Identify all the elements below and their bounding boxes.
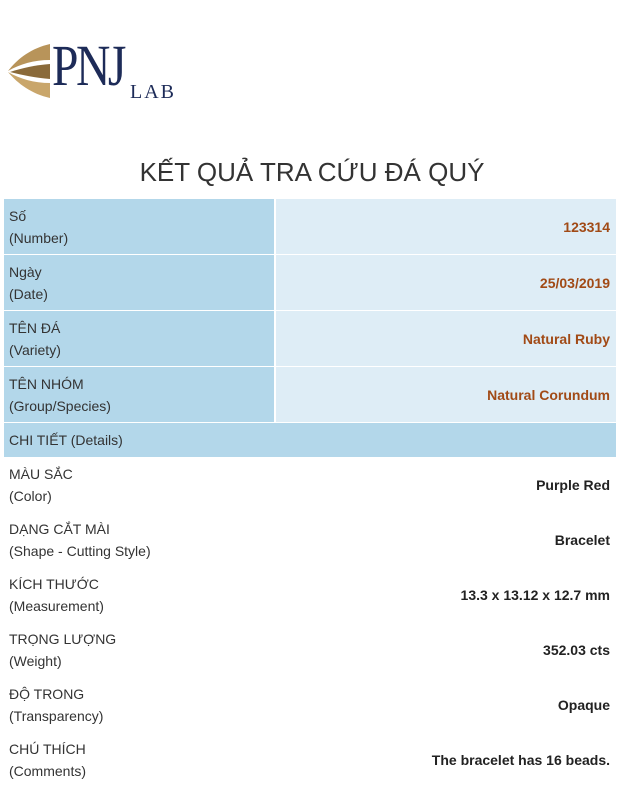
pnj-lab-logo	[4, 10, 180, 136]
table-row-group	[4, 367, 616, 423]
label-vi: TRỌNG LƯỢNG	[9, 630, 117, 647]
row-value: 352.03 cts	[543, 641, 610, 658]
row-value: Natural Corundum	[276, 367, 616, 422]
label-en: (Variety)	[9, 341, 61, 358]
row-value: Opaque	[557, 696, 610, 713]
logo-sub-text: LAB	[130, 81, 176, 103]
label-en: (Weight)	[9, 652, 62, 669]
label-en: (Color)	[9, 487, 52, 504]
table-row-color	[4, 457, 616, 512]
row-label	[4, 199, 276, 254]
label-vi: DẠNG CẮT MÀI	[9, 520, 110, 537]
label-vi: CHÚ THÍCH	[9, 740, 86, 757]
table-row-comments	[4, 732, 616, 787]
label-en: (Shape - Cutting Style)	[9, 542, 151, 559]
row-label	[4, 457, 309, 512]
row-label	[4, 567, 309, 622]
label-vi: TÊN NHÓM	[9, 375, 84, 392]
label-vi: KÍCH THƯỚC	[9, 575, 99, 592]
label-en: (Group/Species)	[9, 397, 111, 414]
label-vi: ĐỘ TRONG	[9, 685, 85, 702]
table-row-shape	[4, 512, 616, 567]
table-row-weight	[4, 622, 616, 677]
row-value: Bracelet	[554, 531, 610, 548]
label-en: (Comments)	[9, 762, 87, 779]
row-value: Purple Red	[536, 476, 610, 493]
row-label	[4, 622, 309, 677]
row-label	[4, 512, 309, 567]
row-value: 25/03/2019	[276, 255, 616, 310]
table-row-number	[4, 199, 616, 255]
row-value: 13.3 x 13.12 x 12.7 mm	[460, 586, 610, 603]
page-title: KẾT QUẢ TRA CỨU ĐÁ QUÝ	[139, 157, 485, 187]
table-row-variety	[4, 311, 616, 367]
label-vi: Ngày	[9, 263, 42, 280]
table-row-transparency	[4, 677, 616, 732]
row-label	[4, 732, 309, 787]
pnj-logo-icon	[6, 36, 50, 106]
row-label	[4, 367, 276, 422]
row-label	[4, 255, 276, 310]
details-section-header: CHI TIẾT (Details)	[4, 423, 616, 457]
table-row-date	[4, 255, 616, 311]
label-en: (Number)	[9, 229, 69, 246]
label-en: (Transparency)	[9, 707, 104, 724]
label-vi: MÀU SẮC	[9, 465, 73, 482]
row-label	[4, 677, 309, 732]
row-value: 123314	[276, 199, 616, 254]
result-table	[4, 199, 616, 787]
logo-brand-text: PNJ	[52, 33, 124, 98]
row-value: The bracelet has 16 beads.	[431, 751, 610, 768]
label-en: (Measurement)	[9, 597, 104, 614]
label-en: (Date)	[9, 285, 48, 302]
label-vi: Số	[9, 207, 27, 224]
label-vi: TÊN ĐÁ	[9, 319, 61, 336]
table-row-measurement	[4, 567, 616, 622]
row-value: Natural Ruby	[276, 311, 616, 366]
row-label	[4, 311, 276, 366]
